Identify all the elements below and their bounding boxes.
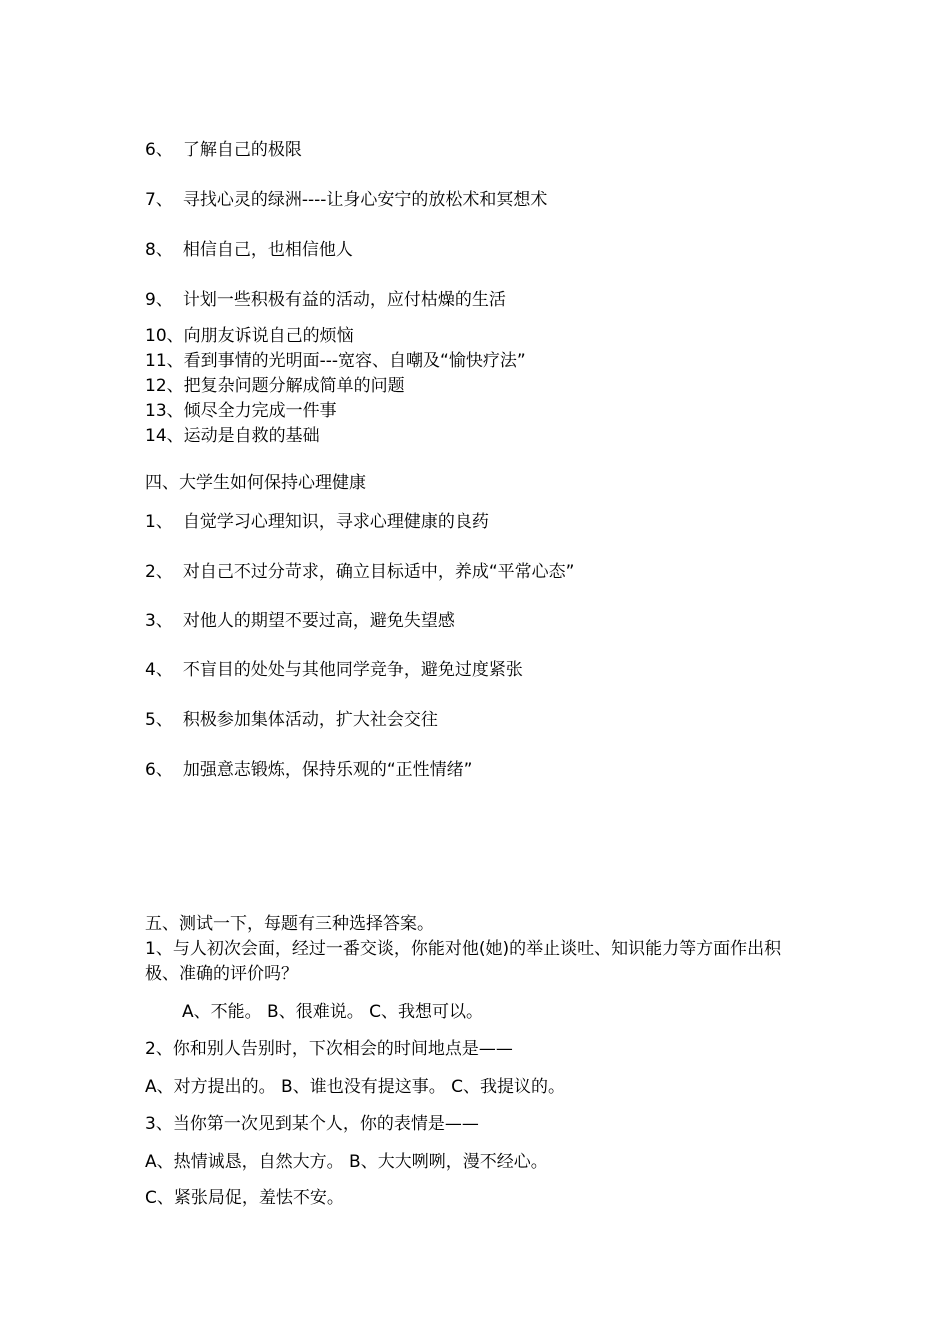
list-item (145, 658, 523, 682)
list-item-number: 6、 (145, 760, 173, 780)
list-item-text: 寻找心灵的绿洲----让身心安宁的放松术和冥想术 (182, 190, 548, 210)
list-item: 11、看到事情的光明面---宽容、自嘲及“愉快疗法” (145, 351, 526, 371)
list-item-number: 5、 (145, 710, 173, 730)
question-text: 3、当你第一次见到某个人，你的表情是—— (145, 1114, 479, 1134)
list-item: 13、倾尽全力完成一件事 (145, 401, 337, 421)
section-heading: 五、测试一下，每题有三种选择答案。 (145, 914, 434, 934)
list-item: 12、把复杂问题分解成简单的问题 (145, 376, 405, 396)
list-item (145, 188, 547, 212)
list-item-text: 相信自己，也相信他人 (182, 240, 353, 260)
list-item-number: 6、 (145, 140, 173, 160)
list-item (145, 609, 455, 633)
section-heading: 四、大学生如何保持心理健康 (145, 473, 366, 493)
list-item: 14、运动是自救的基础 (145, 426, 320, 446)
question-options: A、不能。 B、很难说。 C、我想可以。 (182, 1002, 483, 1022)
list-item-text: 积极参加集体活动，扩大社会交往 (182, 710, 438, 730)
question-options: A、对方提出的。 B、谁也没有提这事。 C、我提议的。 (145, 1077, 565, 1097)
list-item-number: 7、 (145, 190, 173, 210)
list-item-number: 2、 (145, 562, 173, 582)
list-item-text: 不盲目的处处与其他同学竞争，避免过度紧张 (182, 660, 523, 680)
list-item (145, 510, 489, 534)
list-item-number: 9、 (145, 290, 173, 310)
question-options: C、紧张局促，羞怯不安。 (145, 1188, 344, 1208)
list-item (145, 138, 302, 162)
list-item-text: 自觉学习心理知识，寻求心理健康的良药 (182, 512, 489, 532)
list-item-number: 4、 (145, 660, 173, 680)
list-item-text: 对自己不过分苛求，确立目标适中，养成“平常心态” (182, 562, 575, 582)
list-item (145, 758, 472, 782)
list-item-number: 3、 (145, 611, 173, 631)
question-options: A、热情诚恳，自然大方。 B、大大咧咧，漫不经心。 (145, 1152, 548, 1172)
question-text: 2、你和别人告别时，下次相会的时间地点是—— (145, 1039, 513, 1059)
list-item (145, 560, 574, 584)
list-item-text: 加强意志锻炼，保持乐观的“正性情绪” (182, 760, 473, 780)
list-item: 10、向朋友诉说自己的烦恼 (145, 326, 354, 346)
list-item-number: 1、 (145, 512, 173, 532)
list-item (145, 708, 438, 732)
list-item (145, 288, 506, 312)
list-item-number: 8、 (145, 240, 173, 260)
list-item-text: 对他人的期望不要过高，避免失望感 (182, 611, 455, 631)
list-item-text: 计划一些积极有益的活动，应付枯燥的生活 (182, 290, 506, 310)
list-item-text: 了解自己的极限 (182, 140, 302, 160)
question-text: 1、与人初次会面，经过一番交谈，你能对他(她)的举止谈吐、知识能力等方面作出积极、准确的评价吗？ (145, 939, 782, 984)
list-item (145, 238, 353, 262)
